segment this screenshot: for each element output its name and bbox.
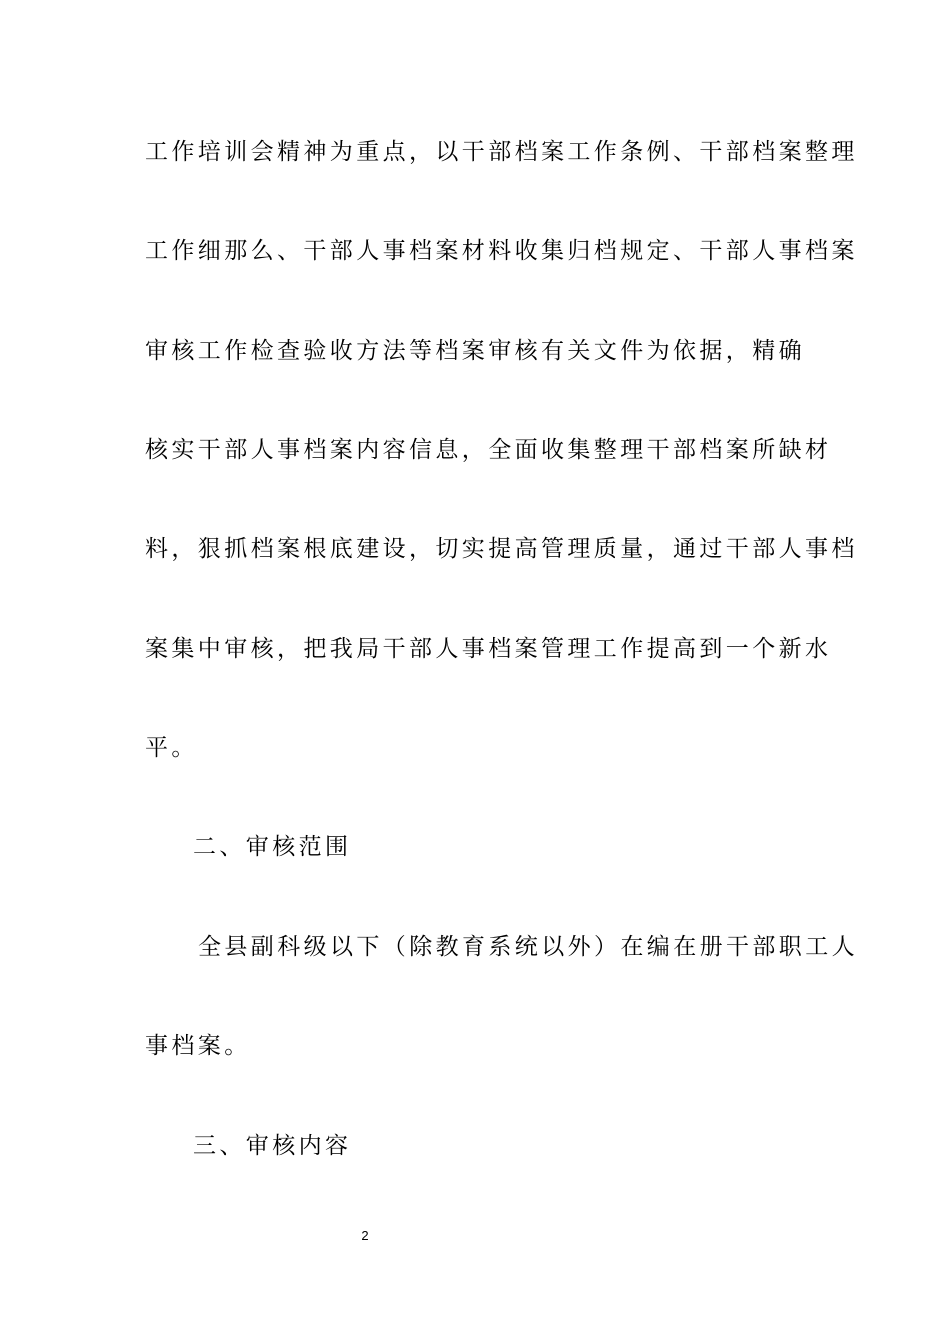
paragraph-line-4: 核实干部人事档案内容信息，全面收集整理干部档案所缺材 — [145, 437, 832, 463]
paragraph-line-1: 工作培训会精神为重点，以干部档案工作条例、干部档案整理 — [145, 139, 858, 165]
section-3-heading: 三、审核内容 — [193, 1133, 352, 1159]
paragraph-line-3: 审核工作检查验收方法等档案审核有关文件为依据，精确 — [145, 338, 805, 364]
section-2-heading: 二、审核范围 — [193, 834, 352, 860]
page-number: 2 — [361, 1228, 369, 1243]
paragraph-line-2: 工作细那么、干部人事档案材料收集归档规定、干部人事档案 — [145, 238, 858, 264]
section-2-line-2: 事档案。 — [145, 1033, 251, 1059]
paragraph-line-5: 料，狠抓档案根底建设，切实提高管理质量，通过干部人事档 — [145, 536, 858, 562]
paragraph-line-6: 案集中审核，把我局干部人事档案管理工作提高到一个新水 — [145, 636, 832, 662]
section-2-line-1: 全县副科级以下（除教育系统以外）在编在册干部职工人 — [198, 934, 858, 960]
paragraph-line-7: 平。 — [145, 735, 198, 761]
